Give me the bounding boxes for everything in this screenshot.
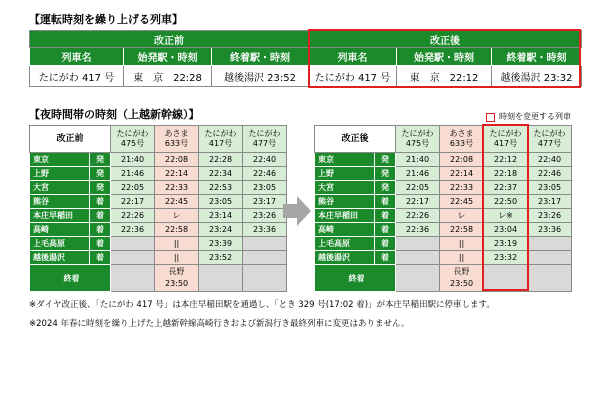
train-name: あさま [449, 129, 474, 138]
time-cell: 23:14 [199, 209, 243, 223]
train-header [155, 126, 199, 153]
before-origin-time: 東 京 22:28 [124, 66, 212, 87]
time-cell: 22:37 [484, 181, 528, 195]
after-origin-time: 東 京 22:12 [397, 66, 492, 87]
note-2: ※2024 年春に時刻を繰り上げた上越新幹線高崎行きおよび新潟行き最終列車に変更はありません。 [29, 319, 410, 329]
station-name: 高崎 [315, 223, 375, 237]
terminal-label: 終着 [30, 265, 111, 292]
train-name: たにがわ [401, 129, 434, 138]
terminal-row [315, 265, 572, 292]
arr-dep-mark: 着 [90, 223, 111, 237]
time-cell: || [440, 237, 484, 251]
time-cell: 22:17 [111, 195, 155, 209]
section-heading-night: 【夜時間帯の時刻（上越新幹線）】 [29, 108, 200, 121]
arr-dep-mark: 着 [90, 251, 111, 265]
time-cell: 22:08 [155, 153, 199, 167]
arr-dep-mark: 着 [375, 223, 396, 237]
station-name: 本庄早稲田 [30, 209, 90, 223]
station-name: 高崎 [30, 223, 90, 237]
train-name: あさま [164, 129, 189, 138]
table-row [30, 237, 287, 251]
train-name: たにがわ [489, 129, 522, 138]
time-cell: 22:33 [440, 181, 484, 195]
time-cell: 22:14 [440, 167, 484, 181]
train-header [243, 126, 287, 153]
time-cell: 21:40 [111, 153, 155, 167]
table-row [30, 153, 287, 167]
station-name: 上野 [30, 167, 90, 181]
time-cell: 22:36 [396, 223, 440, 237]
time-cell: 22:40 [528, 153, 572, 167]
time-cell: || [155, 237, 199, 251]
time-cell: 23:52 [199, 251, 243, 265]
table-row [315, 237, 572, 251]
time-cell: 22:45 [155, 195, 199, 209]
time-cell: 21:40 [396, 153, 440, 167]
time-cell: 21:46 [396, 167, 440, 181]
arr-dep-mark: 着 [375, 237, 396, 251]
time-cell: 21:46 [111, 167, 155, 181]
time-cell: || [155, 251, 199, 265]
time-cell: レ [440, 209, 484, 223]
legend-text: 時刻を変更する列車 [499, 112, 571, 121]
after-destination-time: 越後湯沢 23:32 [492, 66, 582, 87]
arr-dep-mark: 着 [375, 251, 396, 265]
table-row [30, 209, 287, 223]
arr-dep-mark: 発 [90, 181, 111, 195]
header-destination: 終着駅・時刻 [492, 48, 582, 66]
train-number: 633号 [449, 139, 474, 148]
time-cell: 22:14 [155, 167, 199, 181]
station-name: 東京 [30, 153, 90, 167]
time-cell: 23:32 [484, 251, 528, 265]
train-header [111, 126, 155, 153]
note-1: ※ダイヤ改正後、「たにがわ 417 号」は本庄早稲田駅を通過し、「とき 329 号(17:02 着)」が本庄早稲田駅に停車します。 [29, 300, 495, 310]
time-cell: 23:05 [199, 195, 243, 209]
time-cell: 22:12 [484, 153, 528, 167]
time-cell: 23:36 [243, 223, 287, 237]
arr-dep-mark: 発 [375, 181, 396, 195]
time-cell: 22:46 [243, 167, 287, 181]
time-cell: 22:18 [484, 167, 528, 181]
time-cell: 22:46 [528, 167, 572, 181]
time-cell: 22:26 [396, 209, 440, 223]
time-cell: 22:58 [440, 223, 484, 237]
train-number: 417号 [208, 139, 233, 148]
train-name: たにがわ [116, 129, 149, 138]
table-row [30, 223, 287, 237]
time-cell: 23:17 [528, 195, 572, 209]
header-train-name: 列車名 [30, 48, 124, 66]
train-number: 633号 [164, 139, 189, 148]
time-cell: 23:26 [528, 209, 572, 223]
table-row [30, 167, 287, 181]
station-name: 上野 [315, 167, 375, 181]
time-cell: 22:34 [199, 167, 243, 181]
train-number: 477号 [252, 139, 277, 148]
time-cell: || [440, 251, 484, 265]
train-header [396, 126, 440, 153]
changed-highlight-top [308, 29, 581, 88]
station-name: 越後湯沢 [315, 251, 375, 265]
before-destination-time: 越後湯沢 23:52 [212, 66, 309, 87]
header-destination: 終着駅・時刻 [212, 48, 309, 66]
timetable-header-row [315, 126, 572, 153]
train-header [528, 126, 572, 153]
header-train-name: 列車名 [309, 48, 397, 66]
time-cell: 22:28 [199, 153, 243, 167]
train-name: たにがわ [533, 129, 566, 138]
terminal-label: 終着 [315, 265, 396, 292]
time-cell: 22:08 [440, 153, 484, 167]
arr-dep-mark: 着 [375, 195, 396, 209]
station-name: 上毛高原 [315, 237, 375, 251]
table-row [315, 195, 572, 209]
time-cell [243, 251, 287, 265]
timetable-body [30, 126, 287, 292]
time-cell: 22:50 [484, 195, 528, 209]
table-row [30, 181, 287, 195]
train-number: 477号 [537, 139, 562, 148]
station-name: 大宮 [315, 181, 375, 195]
before-label: 改正前 [30, 31, 309, 48]
arrow-right-icon [283, 196, 311, 226]
time-cell [396, 251, 440, 265]
time-cell: 22:45 [440, 195, 484, 209]
time-cell: 22:17 [396, 195, 440, 209]
terminal-cell: 長野 23:50 [155, 265, 199, 292]
time-cell: 22:53 [199, 181, 243, 195]
train-number: 417号 [493, 139, 518, 148]
train-name: たにがわ [248, 129, 281, 138]
time-cell: 23:26 [243, 209, 287, 223]
time-cell: 22:33 [155, 181, 199, 195]
time-cell [111, 251, 155, 265]
time-cell: 22:36 [111, 223, 155, 237]
time-cell: 22:58 [155, 223, 199, 237]
time-cell: 22:05 [396, 181, 440, 195]
time-cell: 23:05 [528, 181, 572, 195]
legend-red-square-icon [486, 113, 495, 122]
timetable-body [315, 126, 572, 292]
time-cell: 23:05 [243, 181, 287, 195]
terminal-row [30, 265, 287, 292]
station-name: 上毛高原 [30, 237, 90, 251]
station-name: 熊谷 [315, 195, 375, 209]
table-corner-label: 改正後 [315, 126, 396, 153]
time-cell: 23:19 [484, 237, 528, 251]
terminal-cell [111, 265, 155, 292]
table-row [315, 209, 572, 223]
station-name: 本庄早稲田 [315, 209, 375, 223]
time-cell: 23:04 [484, 223, 528, 237]
arr-dep-mark: 着 [90, 237, 111, 251]
header-origin: 始発駅・時刻 [124, 48, 212, 66]
table-row [315, 223, 572, 237]
time-cell: 22:05 [111, 181, 155, 195]
arr-dep-mark: 発 [375, 153, 396, 167]
timetable-before [29, 125, 287, 292]
terminal-cell: 長野 23:50 [440, 265, 484, 292]
table-row [315, 167, 572, 181]
table-row [315, 153, 572, 167]
time-cell: 23:17 [243, 195, 287, 209]
table-corner-label: 改正前 [30, 126, 111, 153]
train-header [199, 126, 243, 153]
time-cell: 23:36 [528, 223, 572, 237]
time-cell [528, 237, 572, 251]
arr-dep-mark: 着 [375, 209, 396, 223]
station-name: 大宮 [30, 181, 90, 195]
arr-dep-mark: 発 [375, 167, 396, 181]
time-cell: レ [155, 209, 199, 223]
section-heading-top: 【運転時刻を繰り上げる列車】 [29, 13, 183, 26]
after-train-name: たにがわ 417 号 [309, 66, 397, 87]
header-origin: 始発駅・時刻 [397, 48, 492, 66]
arr-dep-mark: 発 [90, 153, 111, 167]
terminal-cell [243, 265, 287, 292]
arr-dep-mark: 発 [90, 167, 111, 181]
time-cell [396, 237, 440, 251]
timetable-after [314, 125, 572, 292]
terminal-cell [528, 265, 572, 292]
train-number: 475号 [405, 139, 430, 148]
table-row [30, 251, 287, 265]
train-number: 475号 [120, 139, 145, 148]
station-name: 越後湯沢 [30, 251, 90, 265]
time-cell: 22:26 [111, 209, 155, 223]
time-cell [528, 251, 572, 265]
time-cell: 22:40 [243, 153, 287, 167]
terminal-cell [199, 265, 243, 292]
train-name: たにがわ [204, 129, 237, 138]
time-cell: 23:24 [199, 223, 243, 237]
timetable-header-row [30, 126, 287, 153]
before-train-name: たにがわ 417 号 [30, 66, 124, 87]
after-label: 改正後 [309, 31, 582, 48]
arr-dep-mark: 着 [90, 195, 111, 209]
table-row [30, 195, 287, 209]
arr-dep-mark: 着 [90, 209, 111, 223]
changed-highlight-417 [482, 124, 529, 291]
time-cell: レ※ [484, 209, 528, 223]
station-name: 東京 [315, 153, 375, 167]
station-name: 熊谷 [30, 195, 90, 209]
terminal-cell [396, 265, 440, 292]
time-cell [243, 237, 287, 251]
time-cell: 23:39 [199, 237, 243, 251]
time-cell [111, 237, 155, 251]
table-row [315, 181, 572, 195]
train-header [440, 126, 484, 153]
table-row [315, 251, 572, 265]
